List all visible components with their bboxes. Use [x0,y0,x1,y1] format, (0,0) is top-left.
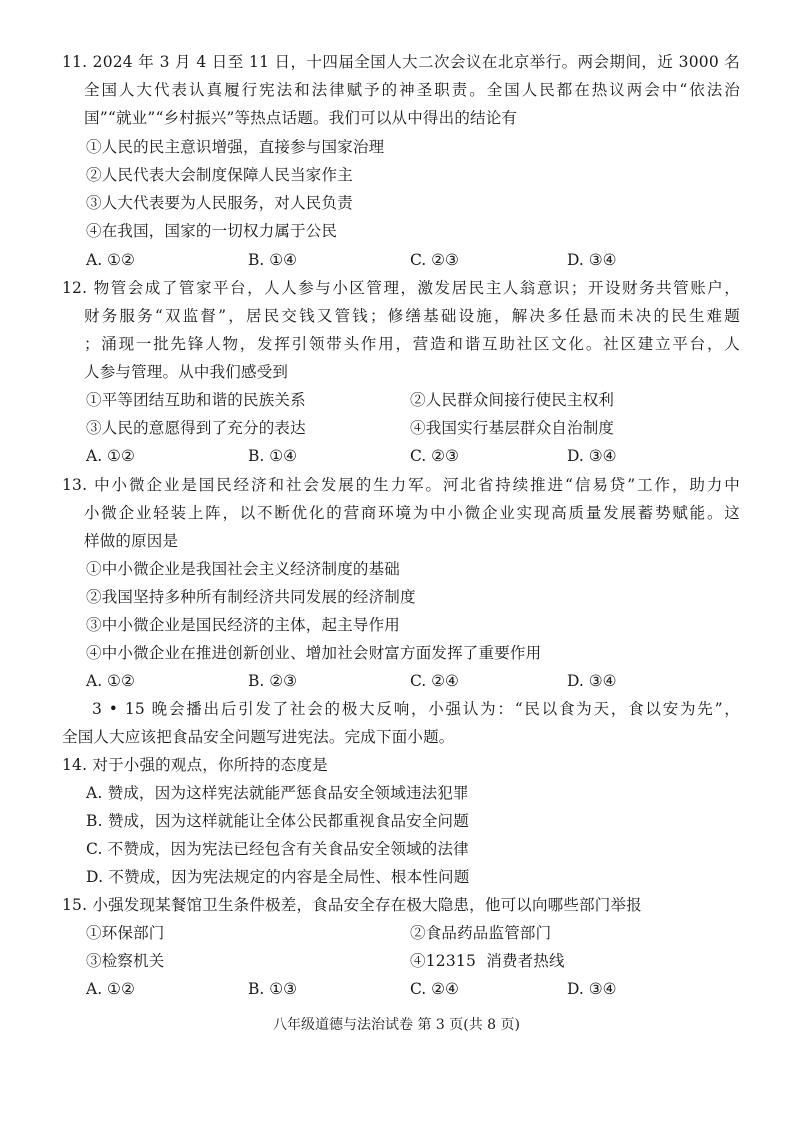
q13-option-b[interactable]: B. ②③ [248,672,298,690]
q13-stem-line-1: 13. 中小微企业是国民经济和社会发展的生力军。河北省持续推进“信易贷”工作，助力中 [62,476,740,494]
q15-option-a[interactable]: A. ①② [86,980,135,998]
q15-option-b[interactable]: B. ①③ [248,980,298,998]
q11-stem-line-2: 全国人大代表认真履行宪法和法律赋予的神圣职责。全国人民都在热议两会中“依法治 [84,81,740,99]
q12-option-d[interactable]: D. ③④ [567,447,617,465]
q13-statement-3: ③中小微企业是国民经济的主体，起主导作用 [86,616,401,634]
q12-stem-line-2: 财务服务“双监督”，居民交钱又管钱；修缮基础设施，解决多任悬而未决的民生难题 [84,307,740,325]
q11-option-a[interactable]: A. ①② [86,251,135,269]
q13-option-c[interactable]: C. ②④ [410,672,459,690]
q13-stem-line-2: 小微企业轻装上阵，以不断优化的营商环境为中小微企业实现高质量发展蓄势赋能。这 [84,504,740,522]
q12-statement-3: ③人民的意愿得到了充分的表达 [86,419,306,437]
q12-option-a[interactable]: A. ①② [86,447,135,465]
page-footer: 八年级道德与法治试卷 第 3 页(共 8 页) [273,1017,520,1033]
q11-statement-4: ④在我国，国家的一切权力属于公民 [86,222,338,240]
q14-choice-c[interactable]: C. 不赞成，因为宪法已经包含有关食品安全领域的法律 [86,840,469,858]
q12-stem-line-4: 人参与管理。从中我们感受到 [84,363,289,381]
q15-stem: 15. 小强发现某餐馆卫生条件极差，食品安全存在极大隐患，他可以向哪些部门举报 [62,896,642,914]
q12-option-b[interactable]: B. ①④ [248,447,298,465]
q13-statement-2: ②我国坚持多种所有制经济共同发展的经济制度 [86,588,416,606]
q13-option-d[interactable]: D. ③④ [567,672,617,690]
q11-statement-1: ①人民的民主意识增强，直接参与国家治理 [86,138,385,156]
q11-option-c[interactable]: C. ②③ [410,251,459,269]
q13-stem-line-3: 样做的原因是 [84,532,179,550]
q12-option-c[interactable]: C. ②③ [410,447,459,465]
q14-choice-b[interactable]: B. 赞成，因为这样就能让全体公民都重视食品安全问题 [86,812,469,830]
q15-option-d[interactable]: D. ③④ [567,980,617,998]
q13-statement-4: ④中小微企业在推进创新创业、增加社会财富方面发挥了重要作用 [86,644,542,662]
q11-statement-3: ③人大代表要为人民服务，对人民负责 [86,194,353,212]
q13-option-a[interactable]: A. ①② [86,672,135,690]
q14-stem: 14. 对于小强的观点，你所持的态度是 [62,756,328,774]
intro-line-2: 全国人大应该把食品安全问题写进宪法。完成下面小题。 [62,728,455,746]
q12-statement-4: ④我国实行基层群众自治制度 [410,419,615,437]
q14-choice-a[interactable]: A. 赞成，因为这样宪法就能严惩食品安全领域违法犯罪 [86,784,469,802]
q12-stem-line-1: 12. 物管会成了管家平台，人人参与小区管理，激发居民主人翁意识；开设财务共管账户， [62,279,740,297]
q15-statement-3: ③检察机关 [86,952,165,970]
q13-statement-1: ①中小微企业是我国社会主义经济制度的基础 [86,560,401,578]
q15-statement-1: ①环保部门 [86,924,165,942]
q11-option-d[interactable]: D. ③④ [567,251,617,269]
q14-choice-d[interactable]: D. 不赞成，因为宪法规定的内容是全局性、根本性问题 [86,868,470,886]
q12-statement-1: ①平等团结互助和谐的民族关系 [86,391,306,409]
q12-stem-line-3: ；涌现一批先锋人物，发挥引领带头作用，营造和谐互助社区文化。社区建立平台，人 [84,335,740,353]
q11-stem-line-3: 国”“就业”“乡村振兴”等热点话题。我们可以从中得出的结论有 [84,109,518,127]
intro-line-1: 3 • 15 晚会播出后引发了社会的极大反响，小强认为：“民以食为天，食以安为先”， [92,700,740,718]
q11-option-b[interactable]: B. ①④ [248,251,298,269]
q11-statement-2: ②人民代表大会制度保障人民当家作主 [86,166,353,184]
q15-statement-4: ④12315 消费者热线 [410,952,565,970]
q12-statement-2: ②人民群众间接行使民主权利 [410,391,615,409]
q11-stem-line-1: 11. 2024 年 3 月 4 日至 11 日，十四届全国人大二次会议在北京举行。两会期间，近 3000 名 [62,53,740,71]
q15-statement-2: ②食品药品监管部门 [410,924,552,942]
q15-option-c[interactable]: C. ②④ [410,980,459,998]
